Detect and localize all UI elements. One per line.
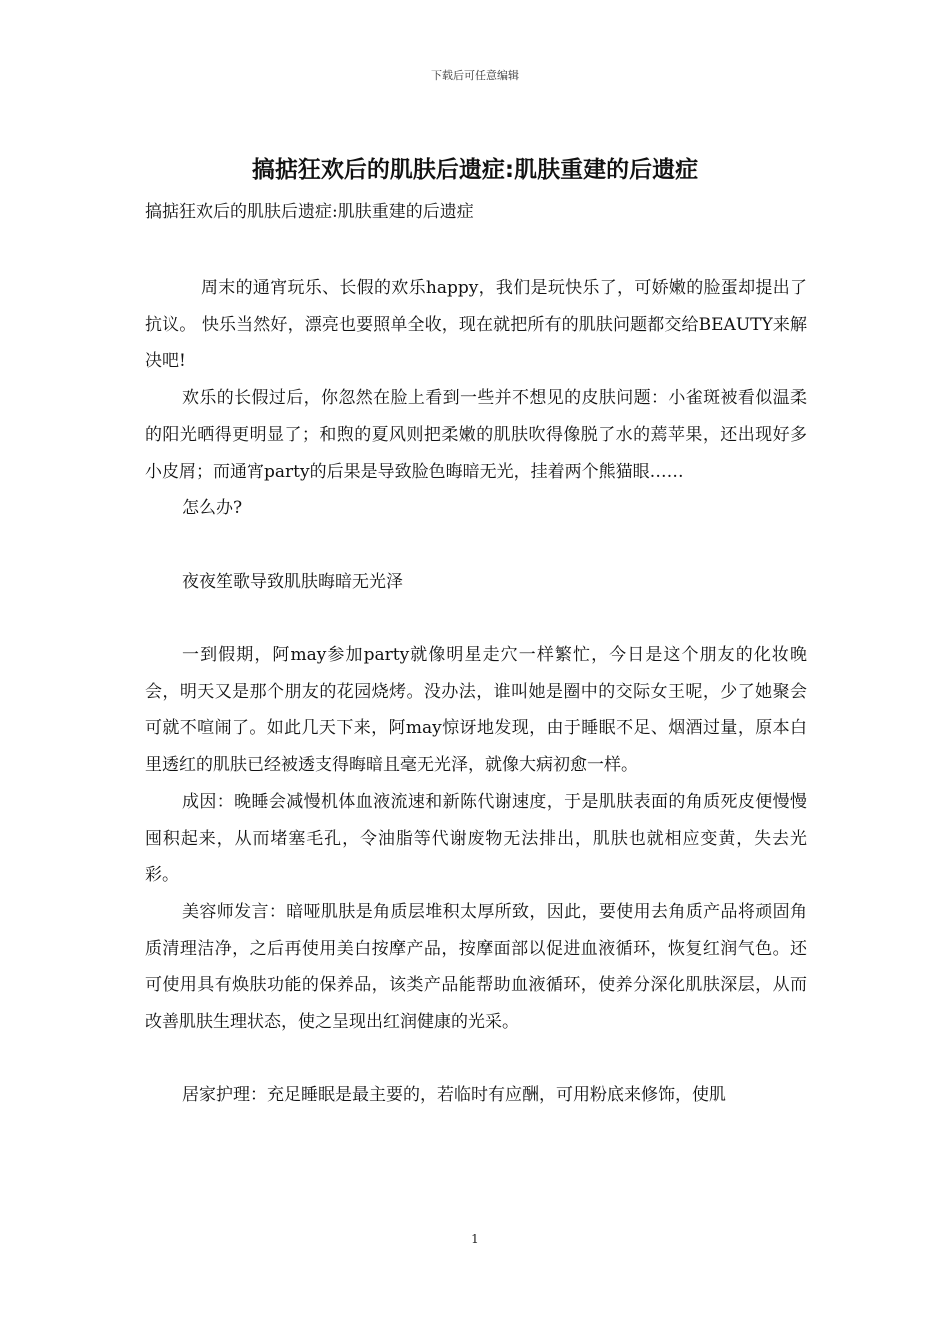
header-note: 下载后可任意编辑 bbox=[431, 69, 519, 82]
document-title: 搞掂狂欢后的肌肤后遗症:肌肤重建的后遗症 bbox=[251, 157, 699, 183]
paragraph-spacer bbox=[145, 527, 807, 564]
paragraph-question: 怎么办? bbox=[182, 498, 243, 519]
paragraph-story: 一到假期，阿may参加party就像明星走穴一样繁忙，今日是这个朋友的化妆晚会，明天又是那个朋友的花园烧烤。没办法，谁叫她是圈中的交际女王呢，少了她聚会可就不喧闹了。如此几天下来，阿may惊讶地发现，由于睡眠不足、烟酒过量，原本白里透红的肌肤已经被透支得晦暗且毫无光泽，就像大病初愈一样。 bbox=[145, 645, 807, 776]
paragraph-spacer bbox=[145, 1041, 807, 1078]
page-number: 1 bbox=[471, 1232, 479, 1246]
document-subtitle: 搞掂狂欢后的肌肤后遗症:肌肤重建的后遗症 bbox=[145, 202, 474, 222]
paragraph-problem: 欢乐的长假过后，你忽然在脸上看到一些并不想见的皮肤问题：小雀斑被看似温柔的阳光晒得更明显了；和煦的夏风则把柔嫩的肌肤吹得像脱了水的蔫苹果，还出现好多小皮屑；而通宵party的后果是导致脸色晦暗无光，挂着两个熊猫眼…… bbox=[145, 388, 807, 482]
section-heading: 夜夜笙歌导致肌肤晦暗无光泽 bbox=[182, 571, 403, 592]
paragraph-intro: 周末的通宵玩乐、长假的欢乐happy，我们是玩快乐了，可娇嫩的脸蛋却提出了抗议。 快乐当然好，漂亮也要照单全收，现在就把所有的肌肤问题都交给BEAUTY来解决吧! bbox=[145, 278, 807, 372]
paragraph-cause: 成因：晚睡会减慢机体血液流速和新陈代谢速度，于是肌肤表面的角质死皮便慢慢囤积起来，从而堵塞毛孔，令油脂等代谢废物无法排出，肌肤也就相应变黄，失去光彩。 bbox=[145, 791, 807, 886]
paragraph-advice: 美容师发言：暗哑肌肤是角质层堆积太厚所致，因此，要使用去角质产品将顽固角质清理洁净，之后再使用美白按摩产品，按摩面部以促进血液循环，恢复红润气色。还可使用具有焕肤功能的保养品，该类产品能帮助血液循环，使养分深化肌肤深层，从而改善肌肤生理状态，使之呈现出红润健康的光采。 bbox=[145, 901, 807, 1033]
paragraph-spacer bbox=[145, 600, 807, 637]
paragraph-home-care: 居家护理：充足睡眠是最主要的，若临时有应酬，可用粉底来修饰，使肌 bbox=[182, 1085, 726, 1106]
document-body bbox=[145, 270, 807, 1114]
